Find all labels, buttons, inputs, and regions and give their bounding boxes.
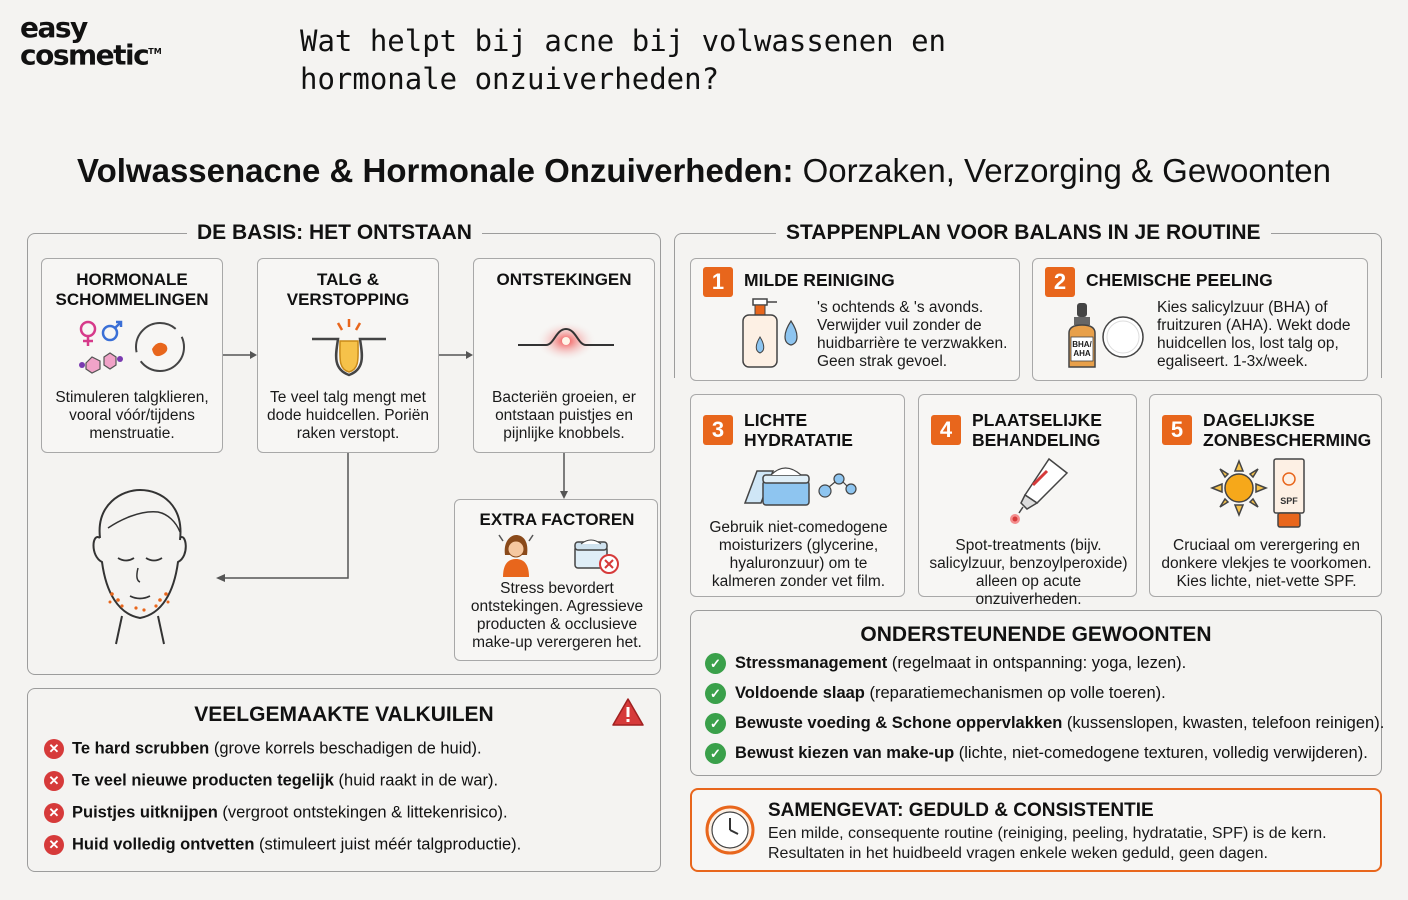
check-icon: ✓ — [705, 743, 726, 764]
step-title: LICHTE HYDRATATIE — [744, 410, 853, 450]
card-talg-verstopping — [257, 258, 439, 453]
step-number: 4 — [931, 415, 961, 445]
logo-line-1: easy — [20, 11, 87, 44]
habit-item: ✓ Bewust kiezen van make-up (lichte, niet-comedogene texturen, volledig verwijderen). — [705, 743, 1368, 764]
step-title: CHEMISCHE PEELING — [1086, 270, 1273, 290]
step-3-lichte-hydratatie — [690, 394, 905, 597]
habits-heading: ONDERSTEUNENDE GEWOONTEN — [860, 623, 1212, 646]
card-title: HORMONALE SCHOMMELINGEN — [55, 270, 209, 309]
card-text: Te veel talg mengt met dode huidcellen. Poriën raken verstopt. — [266, 389, 429, 442]
habit-item: ✓ Stressmanagement (regelmaat in ontspanning: yoga, lezen). — [705, 653, 1186, 674]
error-x-icon: ✕ — [44, 803, 64, 823]
spot-treatment-tube-icon — [989, 457, 1073, 527]
occlusive-makeup-icon — [571, 536, 621, 576]
summary-title: SAMENGEVAT: GEDULD & CONSISTENTIE — [768, 800, 1154, 821]
habits-panel — [690, 610, 1385, 776]
brand-logo — [20, 11, 162, 72]
pitfall-item: ✕ Te veel nieuwe producten tegelijk (huid raakt in de war). — [44, 771, 498, 791]
serum-dropper-icon — [1065, 301, 1099, 371]
step-2-chemische-peeling — [1032, 258, 1368, 381]
error-x-icon: ✕ — [44, 739, 64, 759]
moisturizer-jar-icon — [743, 463, 857, 509]
cleanser-pump-icon — [739, 297, 809, 369]
pitfalls-heading: VEELGEMAAKTE VALKUILEN — [194, 703, 494, 726]
card-ontstekingen — [473, 258, 655, 453]
stressed-person-icon — [497, 533, 535, 577]
flow-arrow-down — [558, 453, 570, 499]
flow-arrow-to-face — [216, 453, 352, 585]
check-icon: ✓ — [705, 653, 726, 674]
pitfalls-panel — [27, 688, 661, 872]
summary-line-2: Resultaten in het huidbeeld vragen enkele weken geduld, geen dagen. — [768, 845, 1268, 862]
pitfall-item: ✕ Huid volledig ontvetten (stimuleert juist méér talgproductie). — [44, 835, 521, 855]
card-hormonale-schommelingen — [41, 258, 223, 453]
face-with-acne-illustration — [88, 488, 190, 644]
page-question: Wat helpt bij acne bij volwassenen en hormonale onzuiverheden? — [300, 24, 947, 96]
check-icon: ✓ — [705, 683, 726, 704]
error-x-icon: ✕ — [44, 835, 64, 855]
step-title: MILDE REINIGING — [744, 270, 895, 290]
inflamed-pimple-icon — [516, 319, 616, 365]
step-text: Gebruik niet-comedogene moisturizers (glycerine, hyaluronzuur) om te kalmeren zonder vet film. — [709, 519, 888, 590]
step-4-plaatselijke-behandeling — [918, 394, 1137, 608]
step-number: 1 — [703, 267, 733, 297]
card-text: Stress bevordert ontstekingen. Agressieve producten & occlusieve make-up verergeren het. — [470, 580, 644, 651]
clogged-pore-icon — [310, 317, 388, 381]
step-title: PLAATSELIJKE BEHANDELING — [972, 410, 1102, 450]
summary-line-1: Een milde, consequente routine (reiniging, peeling, hydratatie, SPF) is de kern. — [768, 825, 1327, 842]
card-extra-factoren — [454, 499, 658, 661]
step-text: 's ochtends & 's avonds. Verwijder vuil zonder de huidbarrière te verzwakken. Geen strak gevoel. — [817, 299, 1008, 370]
sunscreen-tube-icon — [1270, 457, 1308, 529]
habit-item: ✓ Voldoende slaap (reparatiemechanismen op volle toeren). — [705, 683, 1166, 704]
infographic-title — [0, 152, 1408, 190]
title-regular: Oorzaken, Verzorging & Gewoonten — [802, 152, 1331, 189]
flow-arrow-1 — [223, 350, 257, 360]
flow-arrow-2 — [439, 350, 473, 360]
warning-icon — [611, 697, 645, 727]
step-text: Spot-treatments (bijv. salicylzuur, benzoylperoxide) alleen op acute onzuiverheden. — [929, 537, 1128, 608]
logo-line-2: cosmetic™ — [20, 38, 162, 72]
step-text: Cruciaal om verergering en donkere vlekjes te voorkomen. Kies lichte, niet-vette SPF. — [1161, 537, 1372, 590]
error-x-icon: ✕ — [44, 771, 64, 791]
card-text: Stimuleren talgklieren, vooral vóór/tijdens menstruatie. — [55, 389, 209, 442]
title-bold: Volwassenacne & Hormonale Onzuiverheden: — [77, 152, 794, 189]
sun-icon — [1210, 459, 1268, 517]
card-title: ONTSTEKINGEN — [496, 270, 632, 289]
step-number: 5 — [1162, 415, 1192, 445]
bottle-label: BHA/ AHA — [1072, 340, 1092, 358]
step-5-dagelijkse-zonbescherming — [1149, 394, 1382, 597]
pitfall-item: ✕ Te hard scrubben (grove korrels beschadigen de huid). — [44, 739, 482, 759]
step-number: 2 — [1045, 267, 1075, 297]
step-number: 3 — [703, 415, 733, 445]
logo-trademark: TM — [148, 47, 162, 56]
card-title: EXTRA FACTOREN — [479, 510, 635, 529]
hormone-cycle-icon — [76, 319, 192, 377]
card-title: TALG & VERSTOPPING — [286, 270, 410, 309]
habit-item: ✓ Bewuste voeding & Schone oppervlakken (kussenslopen, kwasten, telefoon reinigen). — [705, 713, 1384, 734]
card-text: Bacteriën groeien, er ontstaan puistjes en pijnlijke knobbels. — [492, 389, 636, 442]
tube-label: SPF — [1280, 496, 1298, 506]
step-title: DAGELIJKSE ZONBESCHERMING — [1203, 410, 1372, 450]
summary-box — [690, 788, 1382, 872]
step-text: Kies salicylzuur (BHA) of fruitzuren (AHA). Wekt dode huidcellen los, lost talg op, egaliseert. 1-3x/week. — [1157, 299, 1351, 370]
basis-heading: DE BASIS: HET ONTSTAAN — [187, 221, 482, 245]
check-icon: ✓ — [705, 713, 726, 734]
cotton-pad-icon — [1101, 315, 1145, 359]
pitfall-item: ✕ Puistjes uitknijpen (vergroot ontstekingen & littekenrisico). — [44, 803, 508, 823]
clock-icon — [704, 804, 756, 856]
plan-heading: STAPPENPLAN VOOR BALANS IN JE ROUTINE — [776, 221, 1271, 245]
step-1-milde-reiniging — [690, 258, 1020, 381]
